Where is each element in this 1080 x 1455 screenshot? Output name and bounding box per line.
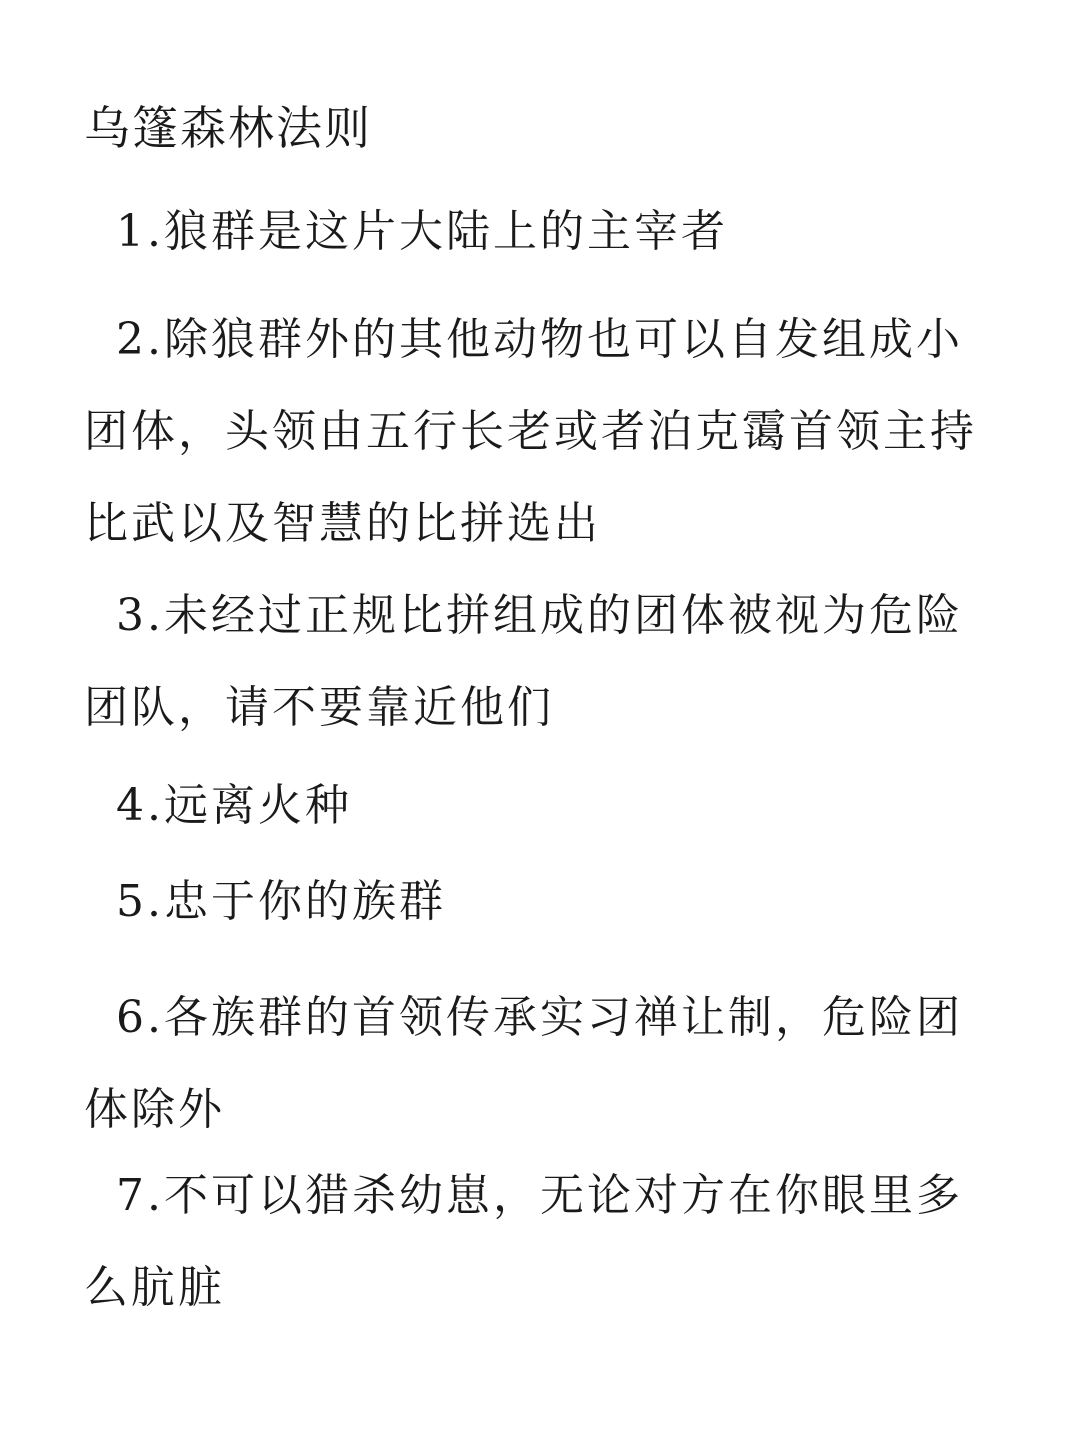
rule-6: 6.各族群的首领传承实习禅让制，危险团体除外 — [84, 992, 963, 1135]
rule-1: 1.狼群是这片大陆上的主宰者 — [116, 206, 728, 257]
rule-3: 3.未经过正规比拼组成的团体被视为危险团队，请不要靠近他们 — [84, 590, 963, 733]
rule-2: 2.除狼群外的其他动物也可以自发组成小团体，头领由五行长老或者泊克霭首领主持比武以及智慧的比拼选出 — [84, 314, 977, 549]
rule-7: 7.不可以猎杀幼崽，无论对方在你眼里多么肮脏 — [84, 1170, 963, 1313]
document-title: 乌篷森林法则 — [84, 101, 372, 155]
rule-4: 4.远离火种 — [116, 780, 352, 831]
rule-5: 5.忠于你的族群 — [116, 876, 446, 927]
